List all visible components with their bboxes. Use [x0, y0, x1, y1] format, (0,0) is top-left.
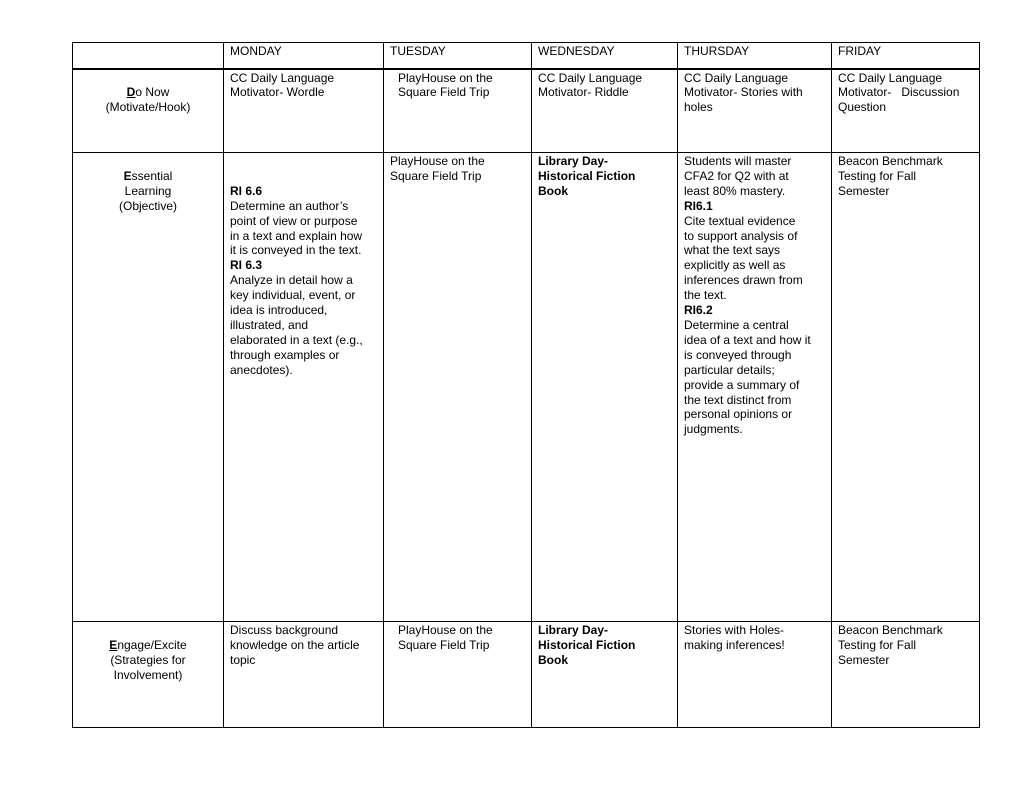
cell-thursday-essential	[678, 153, 832, 622]
corner-cell	[73, 43, 224, 69]
cell-text-line: Motivator- Discussion	[838, 85, 960, 100]
day-header-monday	[224, 43, 384, 69]
cell-text-line: to support analysis of	[684, 228, 798, 243]
cell-text-line: through examples or	[230, 347, 340, 362]
day-header-thursday	[678, 43, 832, 69]
cell-text-line: THURSDAY	[684, 44, 750, 58]
cell-text-line: Determine a central	[684, 317, 789, 332]
label-text: ssential	[131, 168, 173, 183]
cell-text-line: RI 6.6	[230, 183, 263, 198]
cell-text-line: CC Daily Language	[230, 70, 335, 85]
day-header-tuesday	[384, 43, 532, 69]
cell-text-line: WEDNESDAY	[538, 44, 615, 58]
cell-text-line: Historical Fiction	[538, 637, 636, 652]
cell-text-line: Motivator- Wordle	[230, 85, 325, 100]
cell-text-line: least 80% mastery.	[684, 183, 786, 198]
cell-text-line: the text distinct from	[684, 392, 792, 407]
cell-text-line: topic	[230, 652, 256, 667]
cell-wednesday-do-now	[532, 69, 678, 153]
cell-wednesday-essential	[532, 153, 678, 622]
cell-text-line: Book	[538, 183, 568, 198]
cell-tuesday-essential	[384, 153, 532, 622]
header-row	[73, 43, 980, 69]
cell-thursday-do-now	[678, 69, 832, 153]
cell-text-line: it is conveyed in the text.	[230, 243, 362, 258]
cell-text-line: provide a summary of	[684, 377, 800, 392]
cell-tuesday-engage	[384, 622, 532, 728]
cell-text-line: Book	[538, 652, 568, 667]
cell-text-line: Analyze in detail how a	[230, 273, 353, 288]
label-text: o Now	[135, 85, 170, 100]
row-label-do-now	[73, 69, 224, 153]
cell-text-line: is conveyed through	[684, 347, 792, 362]
label-subtext: Learning	[124, 183, 172, 198]
cell-text-line: RI6.2	[684, 303, 713, 318]
cell-text-line: point of view or purpose	[230, 213, 358, 228]
label-subtext: Involvement)	[113, 667, 183, 682]
cell-text-line: PlayHouse on the	[390, 154, 485, 168]
cell-text-line: explicitly as well as	[684, 258, 786, 273]
cell-text-line: anecdotes).	[230, 362, 293, 377]
cell-text-line: TUESDAY	[390, 44, 446, 58]
label-subtext: (Objective)	[118, 198, 177, 213]
cell-text-line: knowledge on the article	[230, 637, 360, 652]
cell-wednesday-engage	[532, 622, 678, 728]
cell-text-line: Motivator- Stories with	[684, 85, 803, 100]
cell-text-line: idea of a text and how it	[684, 332, 811, 347]
cell-text-line: Testing for Fall	[838, 168, 917, 183]
cell-text-line: Cite textual evidence	[684, 213, 796, 228]
cell-text-line: RI6.1	[684, 198, 713, 213]
cell-monday-do-now	[224, 69, 384, 153]
cell-text-line: Students will master	[684, 154, 792, 168]
cell-text-line: holes	[684, 100, 713, 115]
row-label-engage-excite	[73, 622, 224, 728]
cell-friday-essential	[832, 153, 980, 622]
day-header-friday	[832, 43, 980, 69]
cell-text-line: Semester	[838, 183, 890, 198]
cell-text-line: illustrated, and	[230, 317, 309, 332]
cell-text-line: Determine an author’s	[230, 198, 349, 213]
cell-text-line: Square Field Trip	[398, 85, 490, 100]
cell-text-line: particular details;	[684, 362, 775, 377]
day-header-wednesday	[532, 43, 678, 69]
label-initial: E	[123, 168, 132, 183]
row-label-essential-learning	[73, 153, 224, 622]
cell-text-line: MONDAY	[230, 44, 282, 58]
engage-excite-row	[73, 622, 980, 728]
label-subtext: (Motivate/Hook)	[105, 100, 191, 115]
cell-text-line: idea is introduced,	[230, 303, 328, 318]
cell-text-line: CC Daily Language	[684, 70, 789, 85]
cell-text-line: judgments.	[684, 422, 743, 437]
cell-thursday-engage	[678, 622, 832, 728]
cell-text-line: Question	[838, 100, 887, 115]
cell-text-line: Library Day-	[538, 623, 609, 637]
cell-text-line: Square Field Trip	[390, 168, 482, 183]
cell-monday-essential	[224, 153, 384, 622]
cell-text-line: CFA2 for Q2 with at	[684, 168, 789, 183]
label-subtext: (Strategies for	[110, 652, 186, 667]
cell-friday-do-now	[832, 69, 980, 153]
cell-text-line: Stories with Holes-	[684, 623, 785, 637]
cell-text-line: Beacon Benchmark	[838, 623, 943, 637]
cell-text-line: FRIDAY	[838, 44, 882, 58]
do-now-row	[73, 69, 980, 153]
cell-text-line: RI 6.3	[230, 258, 263, 273]
cell-text-line: in a text and explain how	[230, 228, 363, 243]
cell-text-line: CC Daily Language	[838, 70, 943, 85]
cell-text-line: Beacon Benchmark	[838, 154, 943, 168]
cell-text-line: Discuss background	[230, 623, 339, 637]
cell-text-line: CC Daily Language	[538, 70, 643, 85]
cell-text-line: making inferences!	[684, 637, 785, 652]
cell-text-line: what the text says	[684, 243, 781, 258]
cell-text-line: Testing for Fall	[838, 637, 917, 652]
label-initial: E	[109, 637, 118, 652]
cell-monday-engage	[224, 622, 384, 728]
cell-text-line: the text.	[684, 288, 727, 303]
lesson-plan-table	[72, 42, 980, 728]
cell-tuesday-do-now	[384, 69, 532, 153]
cell-text-line: Historical Fiction	[538, 168, 636, 183]
cell-text-line: PlayHouse on the	[398, 70, 493, 85]
label-initial: D	[126, 85, 136, 100]
cell-friday-engage	[832, 622, 980, 728]
cell-text-line: Library Day-	[538, 154, 609, 168]
cell-text-line: inferences drawn from	[684, 273, 803, 288]
cell-text-line: Semester	[838, 652, 890, 667]
cell-text-line: elaborated in a text (e.g.,	[230, 332, 363, 347]
label-text: ngage/Excite	[117, 637, 187, 652]
cell-text-line: personal opinions or	[684, 407, 793, 422]
cell-text-line: Square Field Trip	[398, 637, 490, 652]
cell-text-line: PlayHouse on the	[398, 623, 493, 637]
essential-learning-row	[73, 153, 980, 622]
cell-text-line: Motivator- Riddle	[538, 85, 629, 100]
cell-text-line: key individual, event, or	[230, 288, 356, 303]
